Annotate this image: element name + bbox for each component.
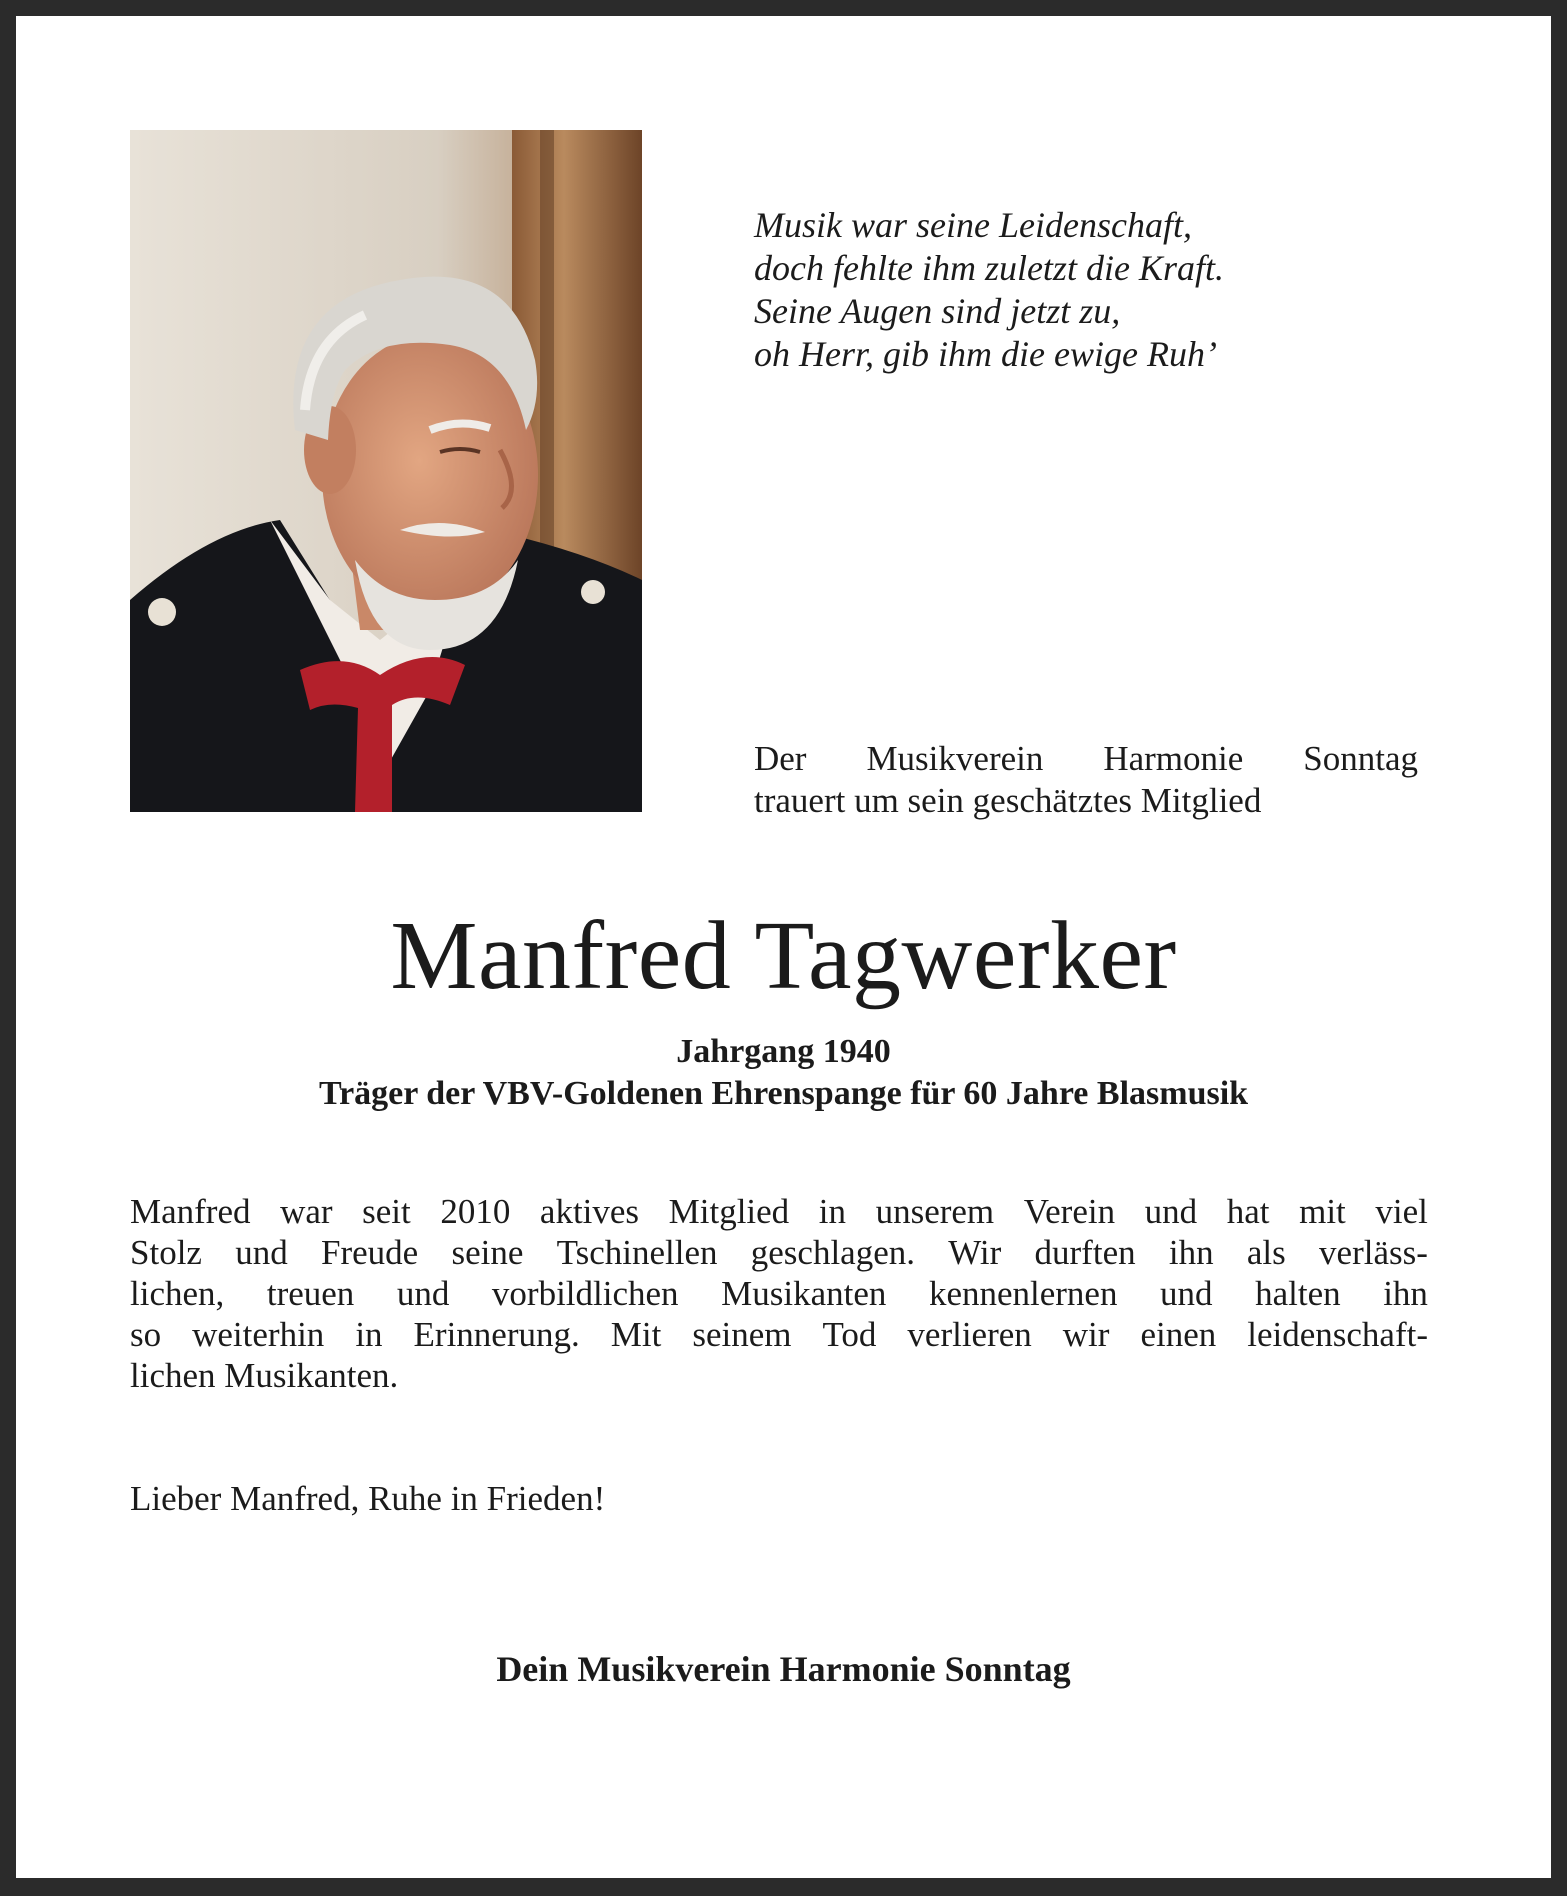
farewell-line: Lieber Manfred, Ruhe in Frieden! [130,1479,606,1518]
word: und [1160,1274,1213,1313]
paragraph-line [130,1314,1428,1355]
word: Tschinellen [556,1233,718,1272]
word: in [355,1315,383,1354]
word: verläss- [1319,1233,1428,1272]
word: unserem [875,1192,995,1231]
word: treuen [266,1274,355,1313]
word: seit [362,1192,411,1231]
word: ihn [1168,1233,1214,1272]
signoff: Dein Musikverein Harmonie Sonntag [496,1649,1071,1689]
tribute-paragraph [130,1191,1428,1396]
word: einen [1140,1315,1217,1354]
birth-year: Jahrgang 1940 [676,1033,891,1070]
paragraph-line [130,1273,1428,1314]
word: halten [1255,1274,1341,1313]
word: verlieren [907,1315,1032,1354]
word: mit [1299,1192,1346,1231]
word: Erinnerung. [413,1315,580,1354]
word: kennenlernen [928,1274,1118,1313]
word: Musikanten [721,1274,887,1313]
word: viel [1375,1192,1428,1231]
word: als [1246,1233,1286,1272]
paragraph-line [130,1191,1428,1232]
intro-word: Musikverein [866,739,1044,778]
word: wir [1062,1315,1110,1354]
intro-word: Der [754,739,807,778]
word: ihn [1383,1274,1428,1313]
word: Tod [822,1315,877,1354]
word: Verein [1023,1192,1116,1231]
word: Manfred [130,1192,251,1231]
word: durften [1034,1233,1136,1272]
word: Stolz [130,1233,202,1272]
intro-line-1 [754,738,1418,780]
word: und [396,1274,450,1313]
obituary-page [16,16,1551,1878]
deceased-name: Manfred Tagwerker [390,902,1177,1010]
word: geschlagen. [750,1233,915,1272]
word: so [130,1315,162,1354]
word: war [280,1192,333,1231]
word: lichen, [130,1274,225,1313]
word: seine [451,1233,524,1272]
word: vorbildlichen [491,1274,679,1313]
word: und [1144,1192,1198,1231]
word: leidenschaft- [1247,1315,1428,1354]
poem-line: Seine Augen sind jetzt zu, [754,291,1121,331]
mourning-intro [754,738,1418,822]
intro-word: Harmonie [1103,739,1244,778]
word: lichen Musikanten. [130,1356,399,1395]
word: und [235,1233,288,1272]
honor-line: Träger der VBV-Goldenen Ehrenspange für 60 Jahre Blasmusik [318,1075,1249,1112]
paragraph-line [130,1232,1428,1273]
memorial-poem [754,204,1394,376]
portrait-photo [130,130,642,812]
intro-line-2: trauert um sein geschätztes Mitglied [754,781,1262,820]
word: aktives [539,1192,640,1231]
word: Wir [948,1233,1002,1272]
paragraph-line [130,1355,1428,1396]
word: hat [1226,1192,1270,1231]
portrait-illustration [130,130,642,812]
word: Freude [320,1233,419,1272]
poem-line: oh Herr, gib ihm die ewige Ruh’ [754,334,1217,374]
poem-line: Musik war seine Leidenschaft, [754,205,1192,245]
word: seinem [692,1315,792,1354]
word: in [818,1192,846,1231]
word: Mitglied [668,1192,790,1231]
word: Mit [610,1315,662,1354]
word: 2010 [440,1192,511,1231]
intro-word: Sonntag [1303,739,1418,778]
word: weiterhin [192,1315,325,1354]
poem-line: doch fehlte ihm zuletzt die Kraft. [754,248,1224,288]
